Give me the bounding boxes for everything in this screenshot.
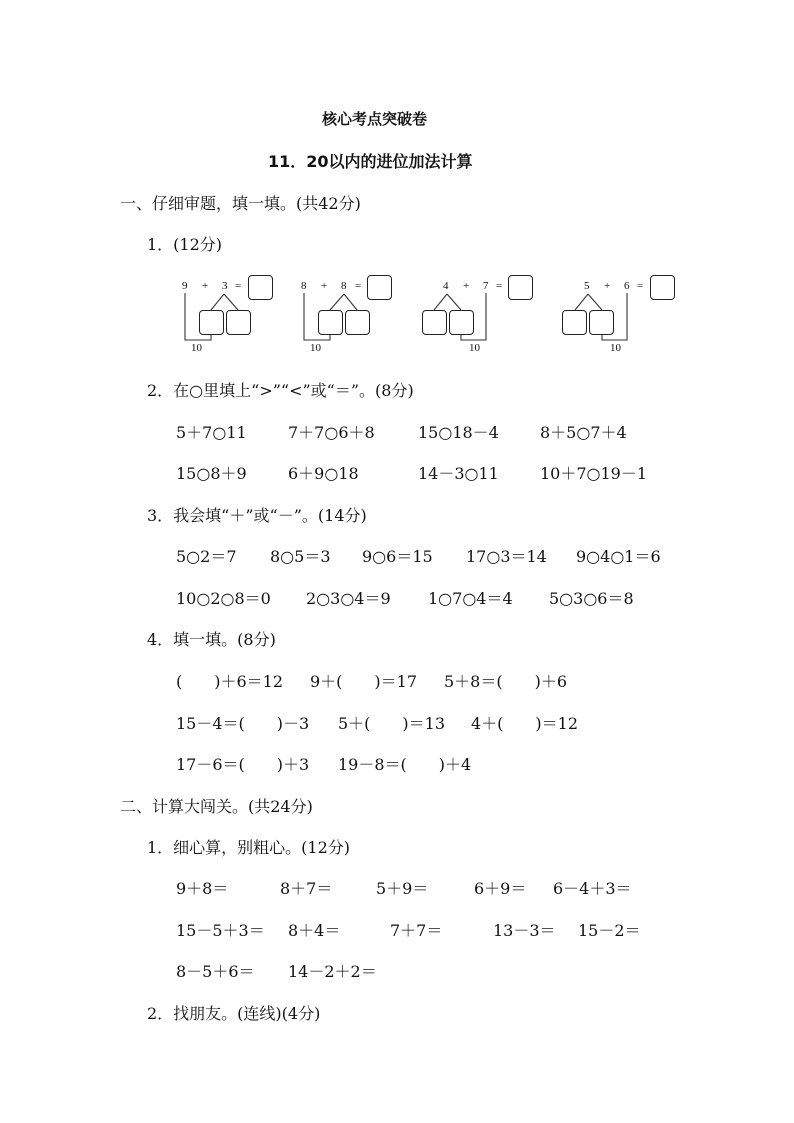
- fill-blank-item[interactable]: 4＋( )＝12: [471, 714, 579, 733]
- diagram-4-plus: +: [604, 280, 611, 292]
- operator-item[interactable]: 1○7○4＝4: [428, 589, 513, 608]
- calc-item[interactable]: 6＋9＝: [474, 879, 527, 898]
- compare-item[interactable]: 8＋5○7＋4: [540, 423, 627, 442]
- calc-item[interactable]: 14－2＋2＝: [288, 962, 377, 981]
- diagram-4-addend-b: 6: [624, 280, 630, 292]
- calc-item[interactable]: 8－5＋6＝: [176, 962, 255, 981]
- page-title: 核心考点突破卷: [322, 110, 428, 128]
- diagram-3-plus: +: [463, 280, 470, 292]
- diagram-1-plus: +: [202, 280, 209, 292]
- diagram-1-equals: =: [235, 280, 242, 292]
- question-2-label: 2．在○里填上“>”“<”或“＝”。(8分): [147, 381, 414, 400]
- diagram-4-equals: =: [637, 280, 644, 292]
- operator-item[interactable]: 5○2＝7: [176, 547, 237, 566]
- diagram-3-addend-a: 4: [443, 280, 449, 292]
- calc-item[interactable]: 15－2＝: [578, 921, 641, 940]
- diagram-4-ten: 10: [610, 342, 621, 354]
- diagram-3-addend-b: 7: [483, 280, 489, 292]
- calc-item[interactable]: 15－5＋3＝: [176, 921, 265, 940]
- diagram-2-plus: +: [321, 280, 328, 292]
- operator-item[interactable]: 5○3○6＝8: [549, 589, 634, 608]
- diagram-3-ten: 10: [469, 342, 480, 354]
- operator-item[interactable]: 9○6＝15: [362, 547, 433, 566]
- calc-item[interactable]: 13－3＝: [493, 921, 556, 940]
- compare-item[interactable]: 5＋7○11: [176, 423, 247, 442]
- operator-item[interactable]: 2○3○4＝9: [306, 589, 391, 608]
- fill-blank-item[interactable]: 19－8＝( )＋4: [338, 755, 472, 774]
- fill-blank-item[interactable]: ( )＋6＝12: [176, 672, 284, 691]
- diagram-2-addend-b: 8: [341, 280, 347, 292]
- fill-blank-item[interactable]: 17－6＝( )＋3: [176, 755, 310, 774]
- page-subtitle: 11．20以内的进位加法计算: [268, 152, 473, 171]
- part2-question-2-label: 2．找朋友。(连线)(4分): [147, 1004, 321, 1023]
- compare-item[interactable]: 7＋7○6＋8: [288, 423, 375, 442]
- diagram-4-addend-a: 5: [584, 280, 590, 292]
- calc-item[interactable]: 6－4＋3＝: [553, 879, 632, 898]
- section-heading-1: 一、仔细审题，填一填。(共42分): [120, 194, 361, 213]
- fill-blank-item[interactable]: 5＋8＝( )＋6: [444, 672, 568, 691]
- part2-question-1-label: 1．细心算，别粗心。(12分): [147, 838, 351, 857]
- question-4-label: 4．填一填。(8分): [147, 630, 276, 649]
- diagram-1-addend-b: 3: [222, 280, 228, 292]
- question-3-label: 3．我会填“＋”或“－”。(14分): [147, 506, 367, 525]
- diagram-2-equals: =: [355, 280, 362, 292]
- operator-item[interactable]: 9○4○1＝6: [576, 547, 661, 566]
- operator-item[interactable]: 8○5＝3: [270, 547, 331, 566]
- diagram-1-ten: 10: [191, 342, 202, 354]
- diagram-1-addend-a: 9: [182, 280, 188, 292]
- compare-item[interactable]: 15○18－4: [418, 423, 499, 442]
- diagram-2-addend-a: 8: [301, 280, 307, 292]
- question-1-label: 1．(12分): [147, 235, 223, 254]
- compare-item[interactable]: 10＋7○19－1: [540, 464, 648, 483]
- fill-blank-item[interactable]: 5＋( )＝13: [338, 714, 446, 733]
- compare-item[interactable]: 15○8＋9: [176, 464, 247, 483]
- fill-blank-item[interactable]: 15－4＝( )－3: [176, 714, 310, 733]
- diagram-3-equals: =: [496, 280, 503, 292]
- calc-item[interactable]: 8＋7＝: [280, 879, 333, 898]
- compare-item[interactable]: 14－3○11: [418, 464, 499, 483]
- operator-item[interactable]: 17○3＝14: [466, 547, 547, 566]
- diagram-2-ten: 10: [310, 342, 321, 354]
- calc-item[interactable]: 8＋4＝: [288, 921, 341, 940]
- fill-blank-item[interactable]: 9＋( )＝17: [310, 672, 418, 691]
- compare-item[interactable]: 6＋9○18: [288, 464, 359, 483]
- calc-item[interactable]: 7＋7＝: [390, 921, 443, 940]
- calc-item[interactable]: 5＋9＝: [376, 879, 429, 898]
- section-heading-2: 二、计算大闯关。(共24分): [120, 797, 313, 816]
- operator-item[interactable]: 10○2○8＝0: [176, 589, 271, 608]
- calc-item[interactable]: 9＋8＝: [176, 879, 229, 898]
